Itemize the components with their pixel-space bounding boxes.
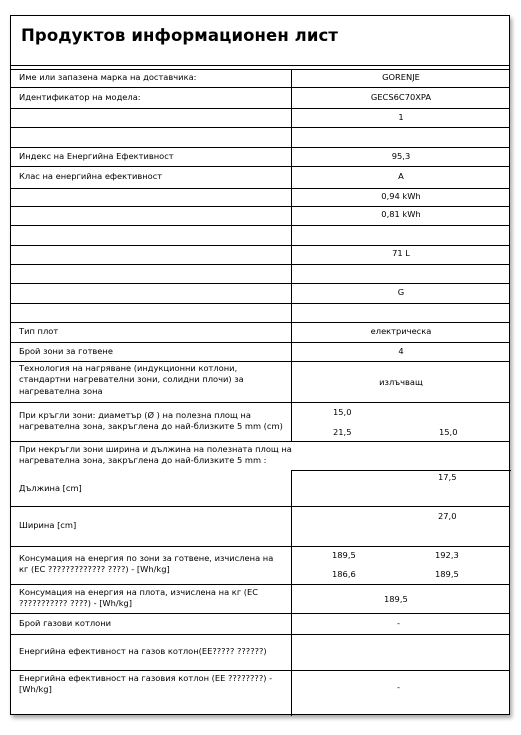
model-label: Идентификатор на модела: (19, 92, 141, 102)
row-divider (11, 225, 509, 226)
title-cell (11, 16, 509, 66)
heating-technology-value: излъчващ (379, 377, 423, 387)
zone-consumption-1-value: 189,5 (332, 550, 356, 560)
eei-label: Индекс на Енергийна Ефективност (19, 151, 174, 161)
row-divider (11, 613, 509, 614)
gas-burner-efficiency-label: Енергийна ефективност на газов котлон(ЕЕ????? ??????) (19, 646, 267, 656)
nonround-zones-label: При некръгли зони ширина и дължина на полезната площ на нагревателна зона, закръглена до най-близките 5 mm : (19, 444, 292, 466)
supplier-value: GORENJE (382, 72, 420, 82)
row-divider (11, 634, 509, 635)
cavity-type-value: G (397, 287, 405, 297)
row-divider (11, 322, 509, 323)
zone-consumption-3-value: 186,6 (332, 569, 356, 579)
column-divider (291, 546, 292, 716)
round-zone-1-value: 15,0 (333, 407, 352, 417)
zone-width-value: 27,0 (438, 511, 457, 521)
gas-hob-efficiency-value: - (397, 682, 400, 692)
zone-length-value: 17,5 (438, 472, 457, 482)
product-information-sheet (10, 15, 510, 715)
energy-class-label: Клас на енергийна ефективност (19, 171, 163, 181)
row-divider (11, 584, 509, 585)
zone-consumption-label: Консумация на енергия по зони за готвене, изчислена на кг (ЕС ????????????? ????) - [Wh/kg] (19, 553, 274, 575)
cooking-zones-label: Брой зони за готвене (19, 346, 113, 356)
gas-burners-value: - (397, 618, 400, 628)
row-divider (11, 245, 509, 246)
count-value: 1 (398, 112, 404, 122)
heating-technology-label: Технология на нагряване (индукционни котлони, стандартни нагревателни зони, солидни плочи) за нагревателна зона (19, 363, 244, 396)
model-value: GECS6C70XPA (370, 92, 432, 102)
gas-hob-efficiency-label: Енергийна ефективност на газовия котлон (ЕЕ ????????) - [Wh/kg] (19, 673, 273, 695)
row-divider (11, 87, 509, 88)
round-zone-3-value: 15,0 (439, 427, 458, 437)
row-divider (11, 188, 509, 189)
row-divider (11, 546, 509, 547)
volume-value: 71 L (392, 248, 410, 258)
hob-consumption-label: Консумация на енергия на плота, изчислена на кг (ЕС ??????????? ????) - [Wh/kg] (19, 587, 259, 609)
round-zone-2-value: 21,5 (333, 427, 352, 437)
row-divider (11, 206, 509, 207)
row-divider (11, 166, 509, 167)
row-divider (11, 506, 509, 507)
zone-length-label: Дължина [cm] (19, 483, 82, 493)
eei-value: 95,3 (391, 151, 411, 161)
page-title: Продуктов информационен лист (21, 26, 339, 45)
column-divider (291, 470, 292, 546)
hob-consumption-value: 189,5 (384, 594, 408, 604)
row-divider (11, 264, 509, 265)
supplier-label: Име или запазена марка на доставчика: (19, 72, 197, 82)
row-divider (11, 69, 509, 70)
row-divider (11, 670, 509, 671)
conventional-energy-value: 0,94 kWh (381, 191, 421, 201)
zone-width-label: Ширина [cm] (19, 520, 77, 530)
row-divider (291, 470, 511, 471)
gas-burners-label: Брой газови котлони (19, 618, 112, 628)
zone-consumption-2-value: 192,3 (435, 550, 459, 560)
hob-type-value: електрическа (370, 326, 432, 336)
row-divider (11, 402, 509, 403)
hob-type-label: Тип плот (19, 326, 59, 336)
round-zones-label: При кръгли зони: диаметър (Ø ) на полезна площ на нагревателна зона, закръглена до най-близките 5 mm (cm) (19, 410, 283, 432)
zone-consumption-4-value: 189,5 (435, 569, 459, 579)
cooking-zones-value: 4 (398, 346, 404, 356)
row-divider (11, 147, 509, 148)
row-divider (11, 303, 509, 304)
row-divider (11, 108, 509, 109)
fan-energy-value: 0,81 kWh (381, 209, 421, 219)
row-divider (11, 361, 509, 362)
row-divider (11, 283, 509, 284)
row-divider (11, 127, 509, 128)
energy-class-value: A (398, 171, 404, 181)
row-divider (11, 441, 509, 442)
row-divider (11, 342, 509, 343)
